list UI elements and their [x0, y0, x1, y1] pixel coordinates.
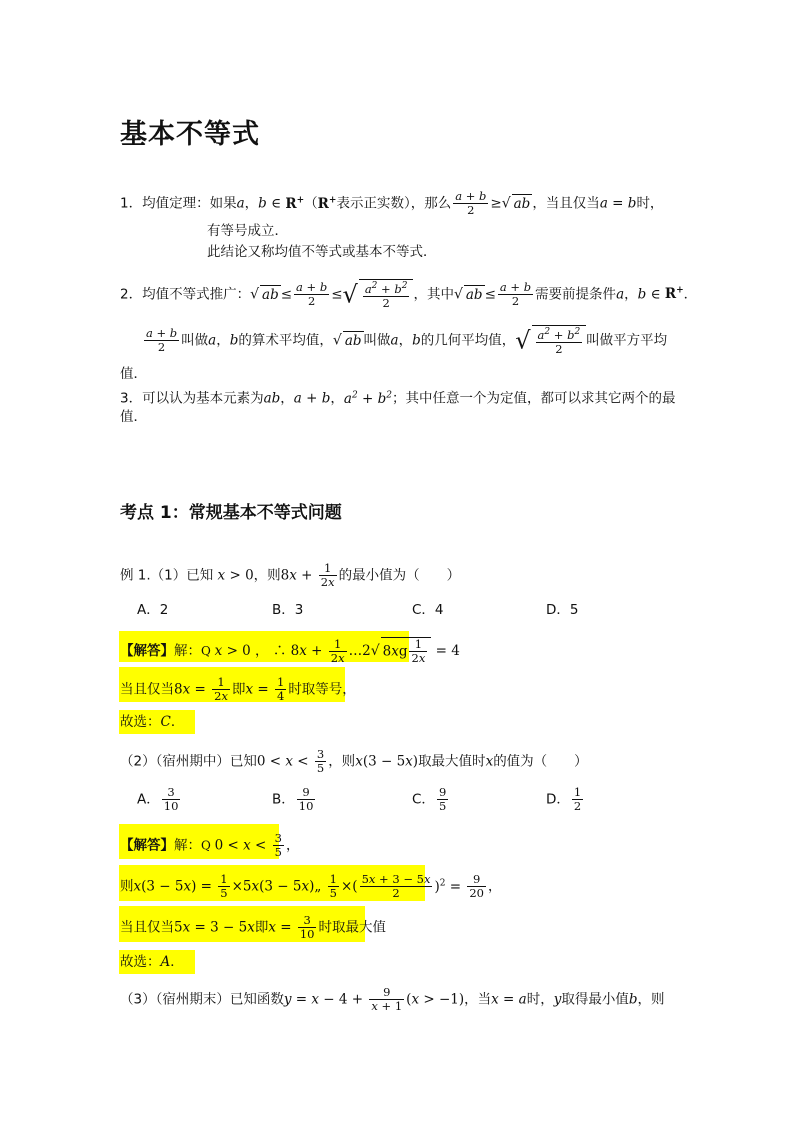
- text-span: ，则: [637, 991, 665, 1008]
- item-3-line-1: 3．可以认为基本元素为ab，a + b，$a^2 + b^2$；其中任意一个为定值，都可以求其它两个的最: [120, 390, 676, 407]
- text-span: 即: [254, 919, 269, 936]
- text-span: 均值不等式推广：: [142, 286, 251, 303]
- text-span: ；其中任意一个为定值，都可以求其它两个的最: [392, 390, 676, 407]
- text-span: 时，: [526, 991, 554, 1008]
- text-span: ，: [398, 332, 413, 349]
- option-b[interactable]: B．3: [272, 602, 304, 618]
- text-span: ，当: [464, 991, 492, 1008]
- answer-2-line-1: 【解答】解：Q 0 < x < $\frac{3}{5}$ ，: [120, 831, 300, 859]
- text-span: 时取最大值: [318, 919, 386, 936]
- text-span: 例 1.（1）已知: [120, 567, 214, 584]
- item-2-line-2: $\frac{a + b}{2}$ 叫做a，b的算术平均值，√ ab 叫做a，b的几何平均值，√ $\frac{a^2 + b^2}{2}$ 叫做平方平均: [146, 325, 668, 356]
- math-b-in-r: b: [258, 195, 267, 212]
- text-span: 时，: [636, 195, 664, 212]
- answer-2-line-4: 故选：A．: [120, 954, 184, 970]
- page-title: 基本不等式: [120, 119, 260, 150]
- option-a[interactable]: A． $\frac{3}{10}$: [137, 785, 179, 813]
- text-span: 故选：: [120, 954, 161, 970]
- answer-1-line-3: 故选：C．: [120, 714, 185, 730]
- text-span: （3）（宿州期末）已知函数: [120, 991, 284, 1008]
- text-span: 均值定理：如果: [142, 195, 237, 212]
- fraction-a-plus-b-over-2: $\frac{a + b}{2}$: [296, 279, 328, 308]
- answer-tag: 【解答】: [120, 837, 174, 854]
- text-span: 故选：: [120, 714, 161, 730]
- item-1-line-1: 1．均值定理：如果a，b ∈ R+（R+表示正实数），那么 $\frac{a + b}{2}$ ≥√ ab ，当且仅当a = b时，: [120, 189, 664, 217]
- question-3: （3）（宿州期末）已知函数y = x − 4 + $\frac{9}{x + 1}$ (x > −1)，当x = a时，y取得最小值b，则: [120, 985, 665, 1013]
- text-span: B．: [272, 791, 295, 808]
- item-number: 2．: [120, 286, 143, 303]
- text-span: D．: [546, 791, 570, 808]
- item-2-line-1: 2．均值不等式推广：√ ab ≤ $\frac{a + b}{2}$ ≤√ $\frac{a^2 + b^2}{2}$ ，其中√ ab ≤ $\frac{a + b}{2}$ 需要前提条件a，b ∈ R+．: [120, 279, 698, 310]
- fraction-a-plus-b-over-2: $\frac{a + b}{2}$: [455, 189, 487, 217]
- text-span: 的算术平均值，: [238, 332, 333, 349]
- question-2: （2）（宿州期中）已知0 < x < $\frac{3}{5}$ ，则x(3 − 5x)取最大值时x的值为（ ）: [120, 747, 588, 775]
- text-span: 解：: [174, 643, 201, 659]
- option-d[interactable]: D．5: [546, 602, 579, 618]
- text-span: C．: [412, 791, 435, 808]
- item-2-line-3: 值．: [120, 366, 147, 382]
- item-1-line-2: 有等号成立．: [207, 223, 288, 239]
- text-span: 当且仅当: [120, 681, 174, 698]
- section-heading: 考点 1：常规基本不等式问题: [120, 503, 342, 523]
- text-span: 3．可以认为基本元素为: [120, 390, 264, 407]
- sqrt-ab: ab: [513, 196, 531, 212]
- text-span: 则: [120, 878, 134, 895]
- item-1-line-3: 此结论又称均值不等式或基本不等式．: [207, 244, 437, 260]
- text-span: 叫做平方平均: [586, 332, 668, 349]
- answer-tag: 【解答】: [120, 643, 174, 659]
- option-d[interactable]: D． $\frac{1}{2}$: [546, 785, 582, 813]
- sqrt-quadratic-mean: $\frac{a^2 + b^2}{2}$: [359, 279, 414, 310]
- text-span: 即: [231, 681, 246, 698]
- math-a: a: [236, 195, 245, 212]
- answer-choice: A: [160, 954, 171, 970]
- text-span: 的几何平均值，: [420, 332, 516, 349]
- text-span: （2）（宿州期中）已知: [120, 753, 257, 770]
- text-span: ，则: [253, 567, 281, 584]
- text-span: 当且仅当: [120, 919, 174, 936]
- text-span: 取得最小值: [561, 991, 629, 1008]
- text-span: ，: [216, 332, 230, 349]
- text-span: 叫做: [363, 332, 391, 349]
- text-span: 表示正实数），那么: [336, 195, 452, 212]
- text-span: ，则: [328, 753, 356, 770]
- text-span: ，其中: [413, 286, 454, 303]
- text-span: ，当且仅当: [532, 195, 600, 212]
- question-1: 例 1.（1）已知 x > 0，则8x + $\frac{1}{2x}$ 的最小值为（ ）: [120, 561, 461, 589]
- answer-1-line-2: 当且仅当8x = $\frac{1}{2x}$ 即x = $\frac{1}{4}$ 时取等号，: [120, 675, 356, 703]
- text-span: （: [304, 195, 318, 212]
- option-b[interactable]: B． $\frac{9}{10}$: [272, 785, 314, 813]
- text-span: A．: [137, 791, 160, 808]
- text-span: 的最小值为（ ）: [338, 567, 461, 584]
- option-c[interactable]: C．4: [412, 602, 444, 618]
- answer-2-line-2: 则x(3 − 5x) = $\frac{1}{5}$ ×5x(3 − 5x)„ $\frac{1}{5}$ ×( $\frac{5x + 3 - 5x}{2}$ )$^2$ = $\frac{9}{20}$ ，: [120, 872, 502, 900]
- text-span: 解：: [174, 837, 201, 854]
- option-a[interactable]: A．2: [137, 602, 169, 618]
- option-c[interactable]: C． $\frac{9}{5}$: [412, 785, 447, 813]
- text-span: ，: [244, 195, 259, 212]
- item-3-line-2: 值．: [120, 409, 147, 425]
- text-span: 需要前提条件: [535, 286, 617, 303]
- text-span: 的值为（ ）: [493, 753, 588, 770]
- answer-1-line-1: 【解答】解：Q x > 0 ， ∴ 8x + $\frac{1}{2x}$ …2√ 8xg $\frac{1}{2x}$ = 4: [120, 636, 460, 665]
- text-span: 时取等号，: [288, 681, 356, 698]
- answer-choice: C: [160, 714, 171, 730]
- answer-2-line-3: 当且仅当5x = 3 − 5x即x = $\frac{3}{10}$ 时取最大值: [120, 913, 386, 941]
- text-span: 叫做: [181, 332, 209, 349]
- text-span: 取最大值时: [418, 753, 486, 770]
- item-number: 1．: [120, 195, 143, 212]
